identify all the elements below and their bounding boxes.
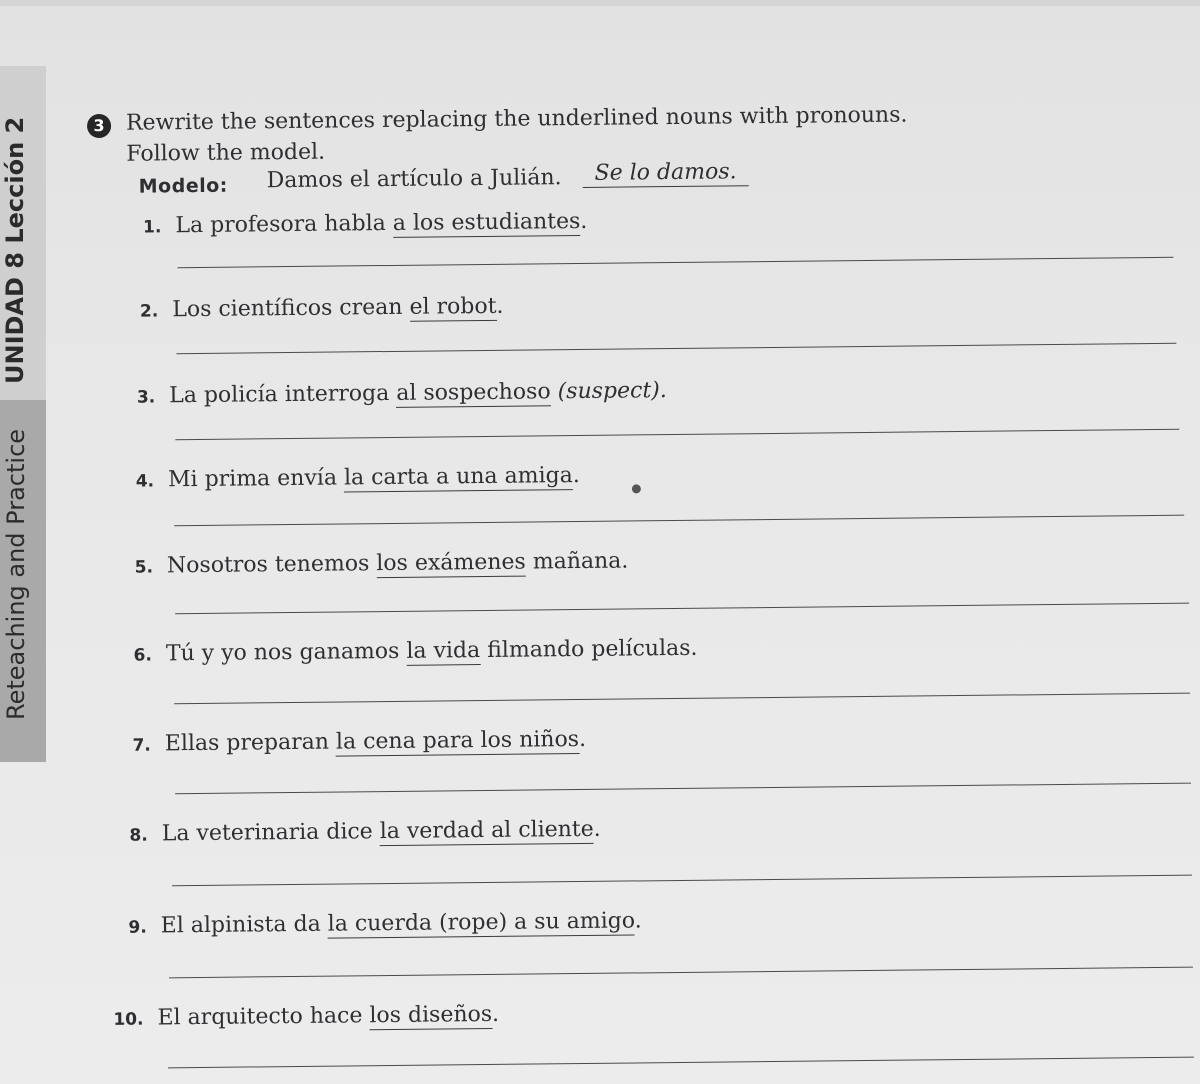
item-text-end: . <box>578 726 587 753</box>
item-number: 6. <box>133 645 153 666</box>
model-sentence: Damos el artículo a Julián. <box>266 165 562 194</box>
item-underlined-noun: los diseños <box>369 1001 493 1029</box>
item-text-end: filmando películas. <box>480 635 698 664</box>
side-practice-label: Reteaching and Practice <box>2 428 30 720</box>
answer-line-8[interactable] <box>172 875 1192 887</box>
item-text: Los científicos crean <box>172 294 410 323</box>
answer-line-6[interactable] <box>174 693 1190 705</box>
item-text: El alpinista da <box>160 911 328 939</box>
item-text: Tú y yo nos ganamos <box>165 638 407 667</box>
item-text: Nosotros tenemos <box>166 551 377 579</box>
answer-line-5[interactable] <box>175 603 1189 615</box>
answer-line-3[interactable] <box>175 429 1179 441</box>
answer-line-10[interactable] <box>168 1057 1194 1069</box>
item-underlined-noun: la cuerda (rope) a su amigo <box>327 908 635 937</box>
item-text: La policía interroga <box>169 380 397 409</box>
item-text: El arquitecto hace <box>157 1003 370 1031</box>
item-underlined-noun: la vida <box>406 638 481 664</box>
item-text-end: . <box>593 816 601 842</box>
item-underlined-noun: la verdad al cliente <box>379 816 594 845</box>
item-underlined-noun: al sospechoso <box>396 379 551 406</box>
item-text: La profesora habla <box>175 210 393 239</box>
item-underlined-noun: el robot <box>409 293 497 320</box>
exercise-item-6 <box>133 636 697 667</box>
item-text: Ellas preparan <box>164 729 337 757</box>
model-answer: Se lo damos. <box>582 159 748 188</box>
item-number: 4. <box>135 471 155 492</box>
item-number: 9. <box>128 917 147 938</box>
exercise-item-4 <box>136 463 580 493</box>
item-text-end: . <box>572 462 580 489</box>
exercise-item-7 <box>132 727 586 757</box>
item-text-end: (suspect). <box>550 378 667 405</box>
item-underlined-noun: a los estudiantes <box>392 208 581 236</box>
item-text-end: . <box>634 908 642 934</box>
item-underlined-noun: la cena para los niños <box>335 727 580 755</box>
exercise-item-9 <box>128 908 641 938</box>
exercise-item-5 <box>135 548 629 578</box>
ink-dot <box>632 484 641 493</box>
exercise-number-badge: 3 <box>87 114 111 138</box>
exercise-instructions: Rewrite the sentences replacing the underlined nouns with pronouns. Follow the model. <box>125 102 908 167</box>
item-number: 5. <box>134 557 154 578</box>
exercise-item-10 <box>113 1002 499 1031</box>
item-text: Mi prima envía <box>167 465 345 493</box>
item-number: 7. <box>132 735 151 756</box>
item-text-end: . <box>491 1001 500 1027</box>
item-number: 10. <box>113 1009 144 1030</box>
exercise-item-8 <box>129 817 601 847</box>
side-unit-label: UNIDAD 8 Lección 2 <box>1 116 29 384</box>
item-number: 8. <box>129 825 148 846</box>
item-underlined-noun: la carta a una amiga <box>343 463 573 491</box>
item-text: La veterinaria dice <box>161 819 380 847</box>
item-number: 1. <box>143 217 162 238</box>
item-number: 3. <box>136 387 156 408</box>
item-text-end: . <box>496 293 504 319</box>
answer-line-2[interactable] <box>176 343 1176 354</box>
model-label: Modelo: <box>138 174 228 198</box>
exercise-item-1 <box>143 209 588 239</box>
item-underlined-noun: los exámenes <box>376 549 526 577</box>
exercise-item-3 <box>137 378 667 409</box>
answer-line-7[interactable] <box>175 783 1191 795</box>
answer-line-4[interactable] <box>174 515 1184 527</box>
item-text-end: mañana. <box>525 548 629 575</box>
exercise-item-2 <box>140 294 504 323</box>
item-number: 2. <box>139 301 159 322</box>
answer-line-9[interactable] <box>169 967 1193 979</box>
answer-line-1[interactable] <box>178 257 1174 268</box>
item-text-end: . <box>580 208 588 234</box>
